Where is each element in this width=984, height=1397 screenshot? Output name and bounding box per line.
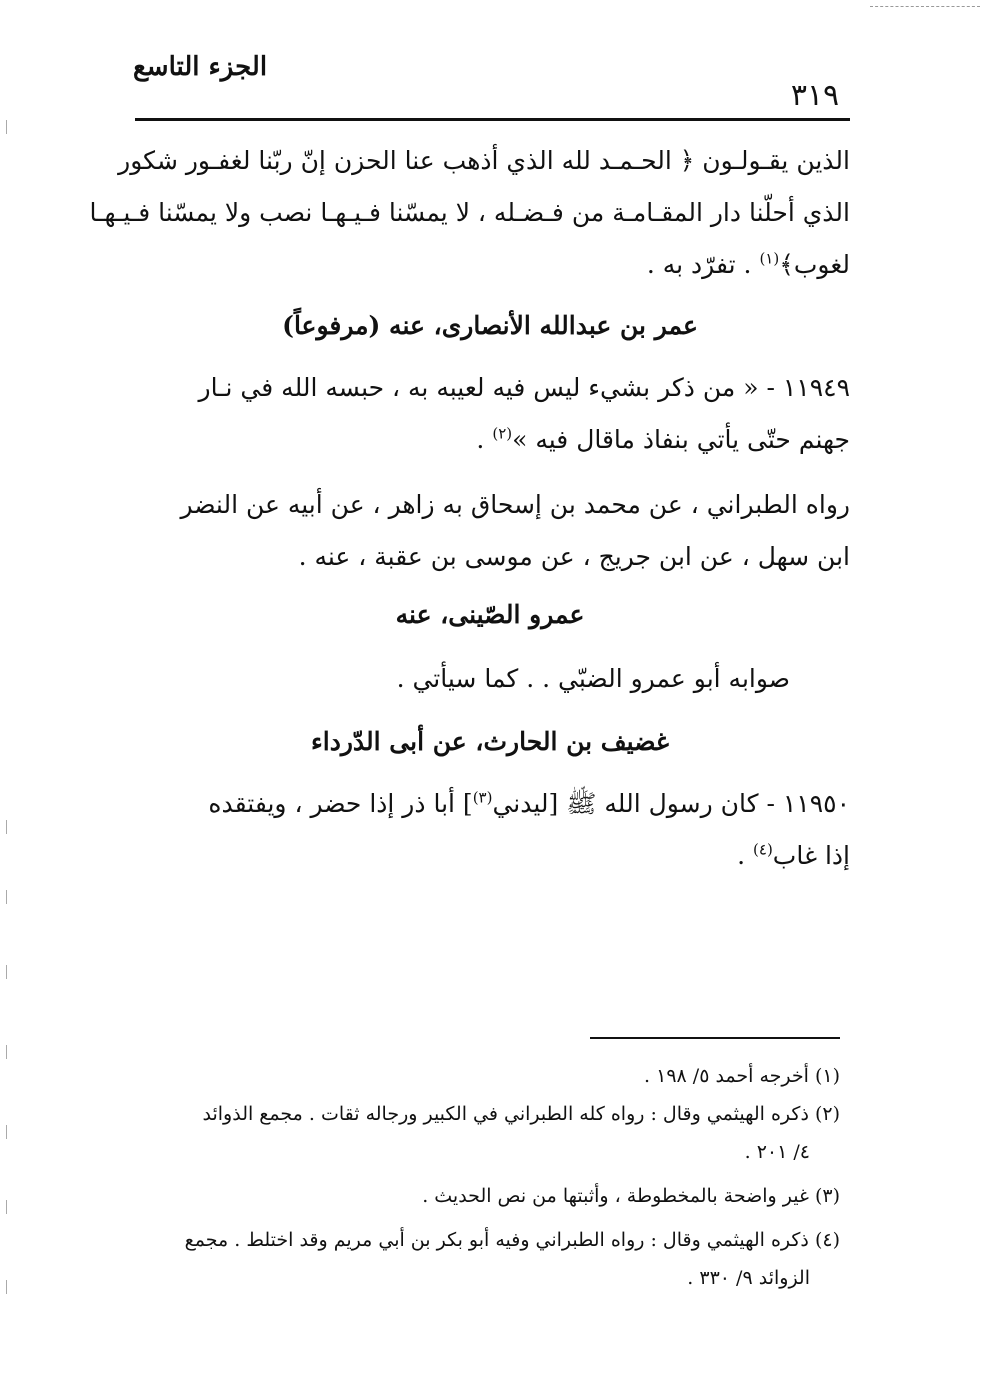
isnad-line: رواه الطبراني ، عن محمد بن إسحاق به زاهر ، عن أبيه عن النضر: [180, 490, 850, 519]
text-span: جهنم حتّى يأتي بنفاذ ماقال فيه »: [512, 425, 850, 454]
text-span: .: [737, 841, 746, 870]
footnote-ref: (٤): [753, 840, 773, 859]
section-heading: غضيف بن الحارث، عن أبى الدّرداء: [311, 727, 669, 756]
footnote: (٣) غير واضحة بالمخطوطة ، وأثبتها من نص الحديث .: [422, 1185, 840, 1207]
margin-mark: [6, 890, 7, 904]
running-header-title: الجزء التاسع: [132, 52, 268, 82]
text-span: .: [476, 425, 485, 454]
text-line: الذي أحلّنا دار المقـامـة من فـضـله ، لا يمسّنا فـيـهـا نصب ولا يمسّنا فـيـهـا: [89, 198, 850, 227]
text-span: إذا غاب: [772, 841, 850, 870]
hadith-line: [130, 422, 850, 458]
text-span: ١١٩٥٠ - كان رسول الله ﷺ [ليدني: [492, 789, 850, 818]
margin-mark: [6, 965, 7, 979]
margin-mark: [6, 1200, 7, 1214]
footnote-continuation: الزوائد ٩/ ٣٣٠ .: [687, 1267, 810, 1289]
margin-mark: [6, 1045, 7, 1059]
text-span: لغوب﴾: [779, 250, 850, 279]
page-number: ٣١٩: [790, 78, 840, 113]
footnote: (١) أخرجه أحمد ٥/ ١٩٨ .: [644, 1065, 840, 1087]
isnad-line: ابن سهل ، عن ابن جريج ، عن موسى بن عقبة ، عنه .: [298, 542, 850, 571]
footnote: (٤) ذكره الهيثمي وقال : رواه الطبراني وفيه أبو بكر بن أبي مريم وقد اختلط . مجمع: [184, 1229, 840, 1251]
margin-mark: [6, 820, 7, 834]
text-span: ] أبا ذر إذا حضر ، ويفتقده: [208, 789, 473, 818]
margin-mark: [6, 120, 7, 134]
text-line: الذين يقـولـون ﴿ الحـمـد لله الذي أذهب عنا الحزن إنّ ربّنا لغفـور شكور: [118, 146, 850, 175]
header-rule: [135, 118, 850, 121]
section-heading: عمر بن عبدالله الأنصارى، عنه (مرفوعاً): [282, 311, 698, 340]
text-span: . تفرّد به .: [646, 250, 752, 279]
footnote-ref: (٢): [492, 424, 513, 443]
footnote: (٢) ذكره الهيثمي وقال : رواه كله الطبراني في الكبير ورجاله ثقات . مجمع الذوائد: [202, 1103, 840, 1125]
footnote-ref: (١): [759, 249, 780, 268]
footnote-rule: [590, 1037, 840, 1039]
margin-mark: [6, 1125, 7, 1139]
text-line: [130, 247, 850, 283]
hadith-line: [130, 786, 850, 822]
footnote-ref: (٣): [472, 788, 493, 807]
margin-mark: [6, 1280, 7, 1294]
hadith-line: ١١٩٤٩ - « من ذكر بشيء ليس فيه لعيبه به ، حبسه الله في نـار: [198, 373, 850, 402]
note-line: صوابه أبو عمرو الضبّي . . كما سيأتي .: [396, 664, 790, 693]
section-heading: عمرو الصّينى، عنه: [395, 600, 585, 629]
footnote-continuation: ٤/ ٢٠١ .: [744, 1141, 810, 1163]
hadith-line: [130, 838, 850, 874]
top-edge-rule: [870, 6, 980, 7]
